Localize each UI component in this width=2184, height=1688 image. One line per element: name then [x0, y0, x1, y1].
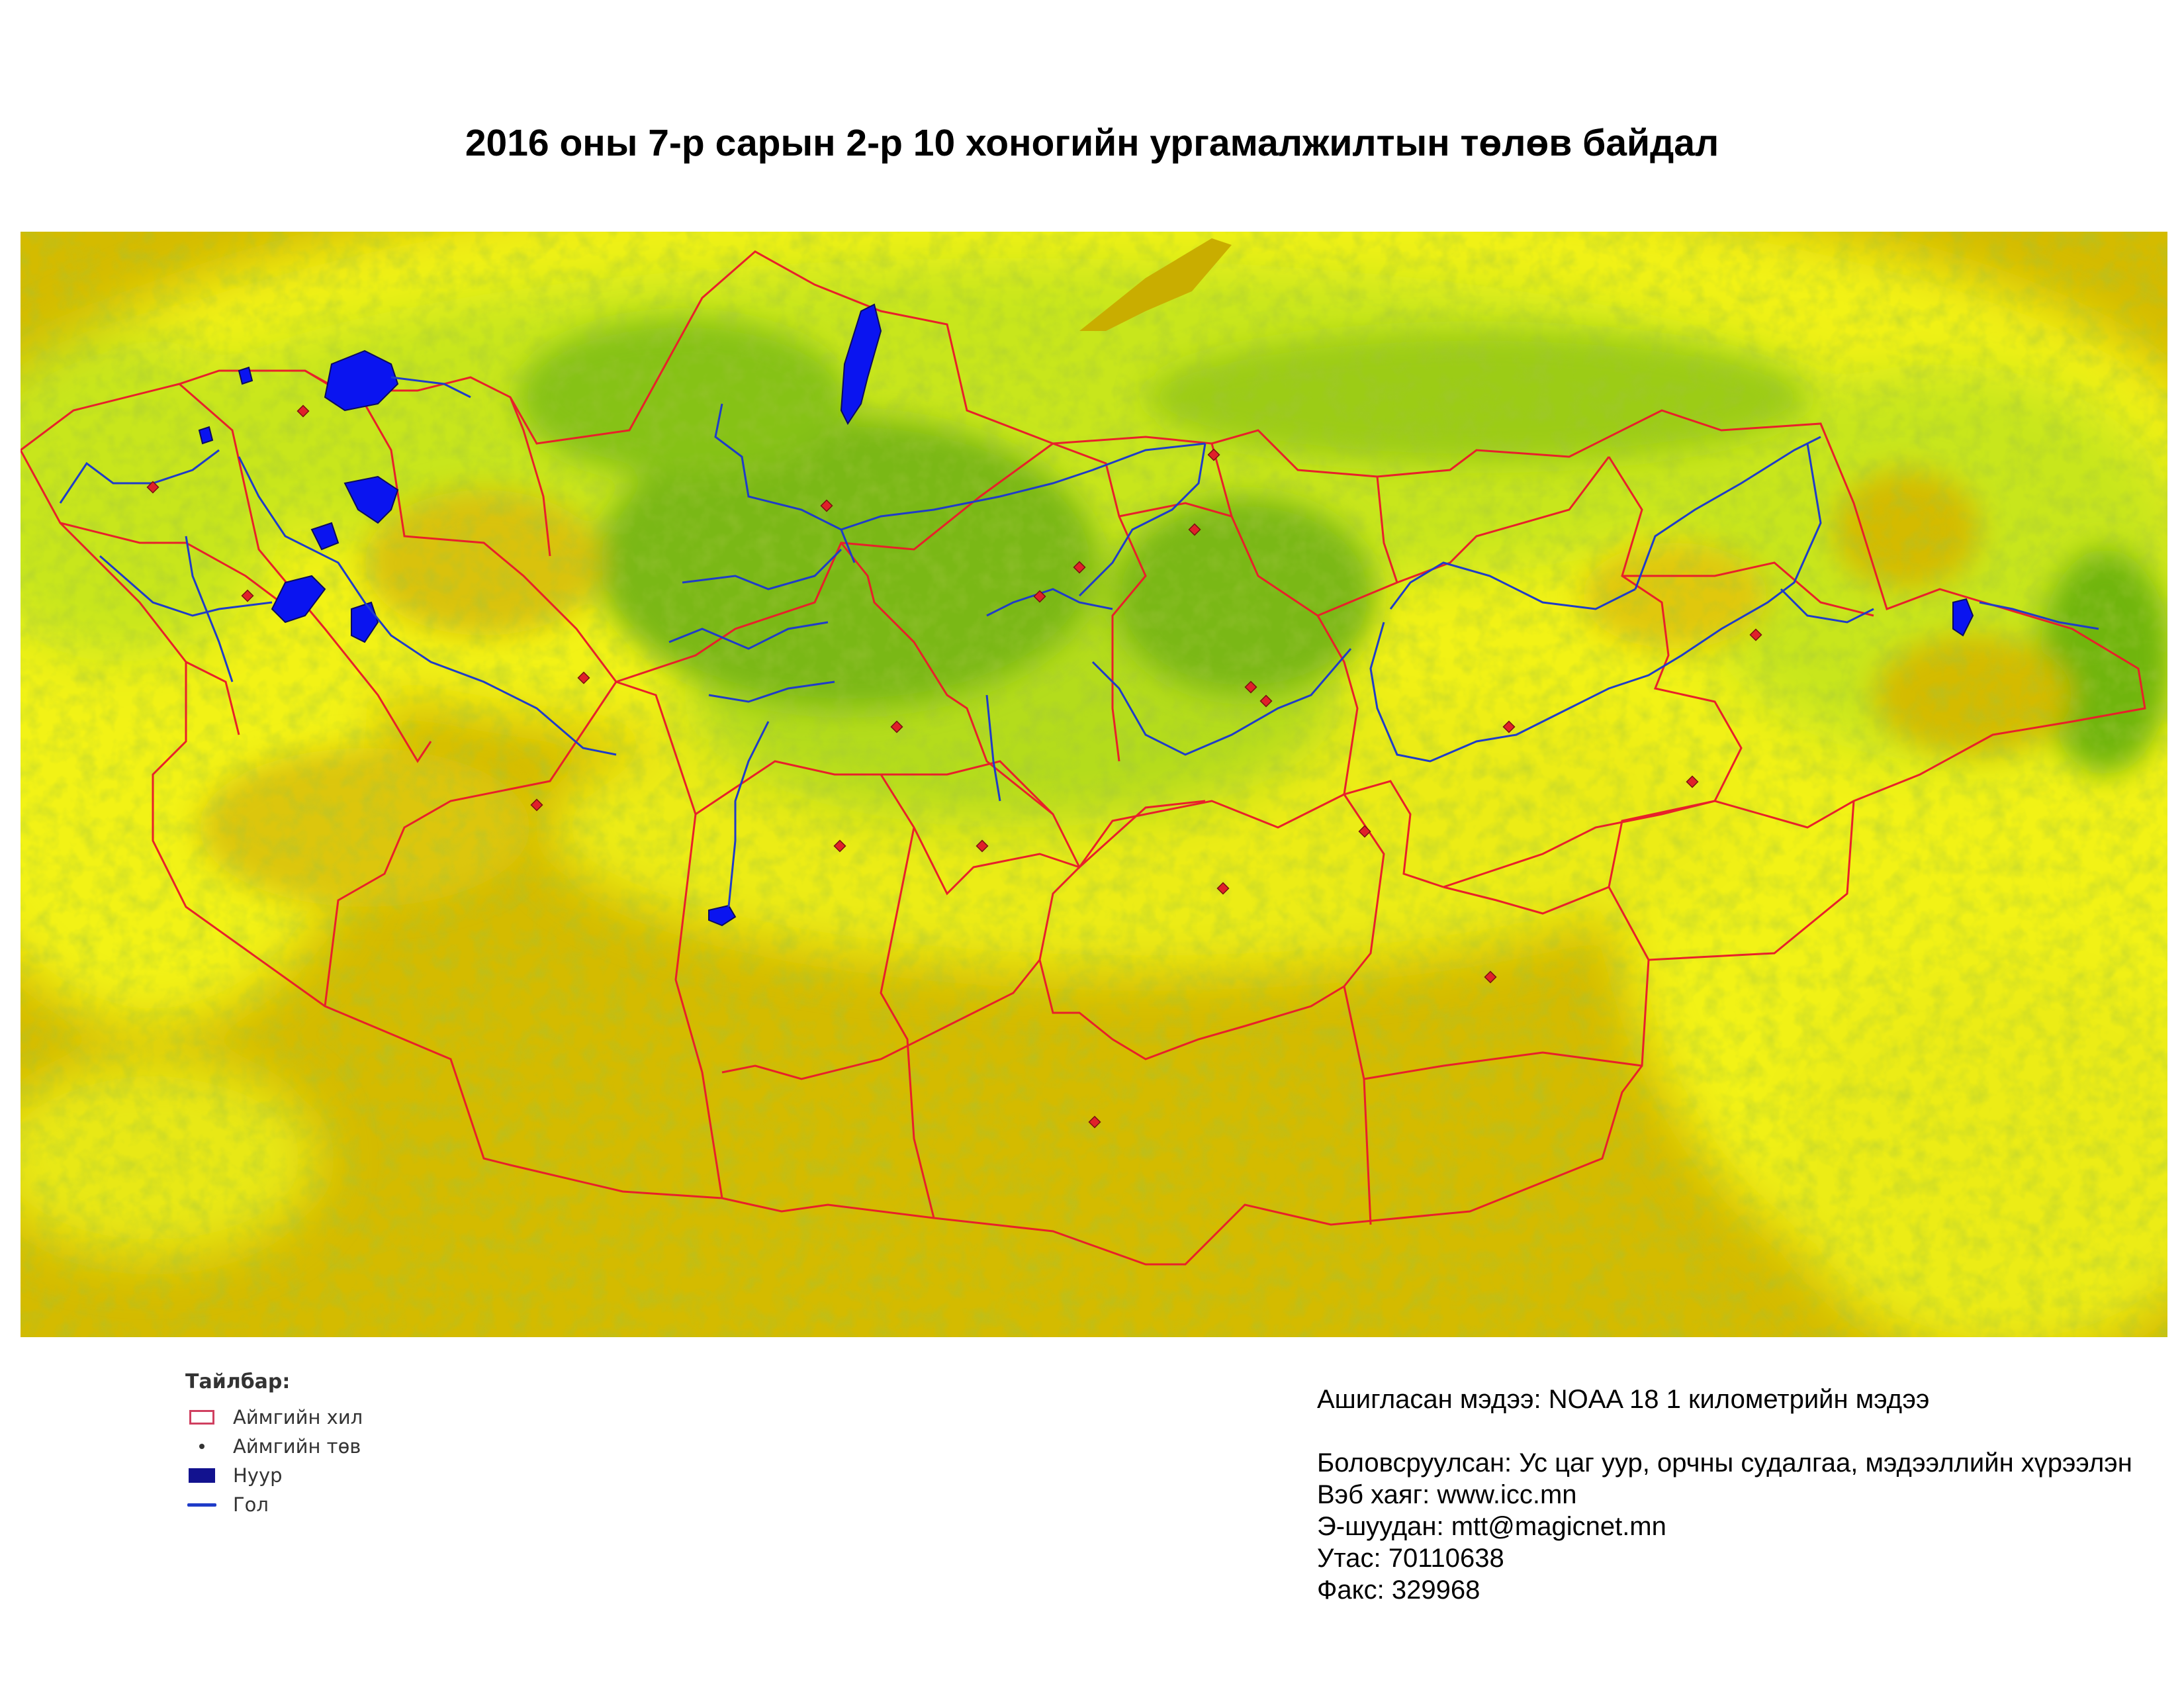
legend-item-river	[185, 1490, 450, 1519]
legend-item-province-center	[185, 1432, 450, 1461]
map-legend	[185, 1370, 450, 1549]
prepared-by-text: Боловсруулсан: Ус цаг уур, орчны судалгаа, мэдээллийн хүрээлэн	[1317, 1448, 2132, 1477]
legend-label: Аймгийн төв	[233, 1435, 361, 1458]
fax-text: Факс: 329968	[1317, 1575, 1480, 1605]
vegetation-map[interactable]	[21, 232, 2167, 1337]
legend-item-province-border	[185, 1403, 450, 1432]
phone-text: Утас: 70110638	[1317, 1544, 1504, 1573]
legend-title: Тайлбар:	[185, 1370, 291, 1393]
legend-label: Аймгийн хил	[233, 1406, 363, 1429]
email-text: Э-шуудан: mtt@magicnet.mn	[1317, 1512, 1666, 1541]
website-text: Вэб хаяг: www.icc.mn	[1317, 1480, 1577, 1509]
legend-item-lake	[185, 1461, 450, 1490]
info-block	[1317, 1383, 2177, 1606]
legend-label: Гол	[233, 1493, 269, 1516]
lake-icon	[185, 1466, 218, 1485]
province-center-icon	[185, 1436, 218, 1456]
river-icon	[185, 1495, 218, 1515]
legend-label: Нуур	[233, 1464, 283, 1487]
province-border-icon	[185, 1407, 218, 1427]
data-source-text: Ашигласан мэдээ: NOAA 18 1 километрийн мэдээ	[1317, 1385, 1930, 1414]
map-title: 2016 оны 7-р сарын 2-р 10 хоногийн ургамалжилтын төлөв байдал	[465, 122, 1719, 164]
